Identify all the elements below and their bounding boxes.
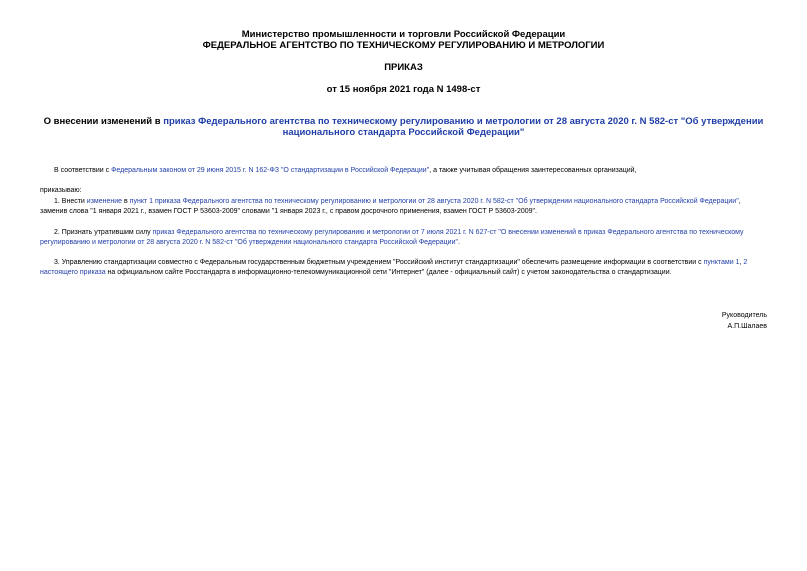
item-1-prefix: 1. Внести: [54, 198, 87, 205]
order-582-point-1-link[interactable]: пункт 1 приказа Федерального агентства по техническому регулированию и метрологии от 28 августа 2020 г. N 582-ст "Об утверждении национального стандарта Российской Федерации": [129, 198, 739, 205]
ministry-name: Министерство промышленности и торговли Российской Федерации: [241, 29, 566, 40]
title-prefix: О внесении изменений в: [43, 116, 164, 127]
agency-name: ФЕДЕРАЛЬНОЕ АГЕНТСТВО ПО ТЕХНИЧЕСКОМУ РЕГУЛИРОВАНИЮ И МЕТРОЛОГИИ: [202, 40, 605, 51]
order-word: приказываю:: [40, 187, 82, 194]
item-3-separator: ,: [739, 259, 744, 266]
item-3-paragraph: [40, 258, 768, 278]
document-date: от 15 ноября 2021 года N 1498-ст: [326, 84, 481, 95]
item-3-prefix: 3. Управлению стандартизации совместно с Федеральным государственным бюджетным учреждением "Российский институт стандартизации" обеспечить размещение информации в соответствии с: [54, 259, 704, 266]
intro-prefix: В соответствии с: [54, 167, 112, 174]
order-627-link[interactable]: приказ Федерального агентства по техническому регулированию и метрологии от 7 июля 2021 г. N 627-ст "О внесении изменений в приказ Федерального агентства по техническому регулированию и метрологии от 28 августа 2020 г. N 582-ст "Об утверждении национального стандарта Российской Федерации": [40, 229, 744, 246]
intro-suffix: , а также учитывая обращения заинтересованных организаций,: [429, 167, 637, 174]
signatory-name: А.П.Шалаев: [727, 323, 767, 330]
point-2-link[interactable]: 2 настоящего приказа: [40, 259, 748, 276]
document-type: ПРИКАЗ: [384, 62, 423, 73]
document-title: [40, 116, 767, 138]
points-1-link[interactable]: пунктами 1: [703, 259, 740, 266]
intro-paragraph: [40, 166, 768, 176]
change-link[interactable]: изменение: [86, 198, 123, 205]
item-1-paragraph: [40, 197, 768, 217]
title-order-link[interactable]: приказ Федерального агентства по техническому регулированию и метрологии от 28 августа 2020 г. N 582-ст "Об утверждении национального стандарта Российской Федерации": [163, 116, 764, 138]
item-2-prefix: 2. Признать утратившим силу: [54, 229, 153, 236]
item-3-suffix: на официальном сайте Росстандарта в информационно-телекоммуникационной сети "Интернет" (далее - официальный сайт) с учетом законодательства о стандартизации.: [105, 269, 672, 276]
item-1-suffix: , заменив слова "1 января 2021 г., взамен ГОСТ Р 53603-2009" словами "1 января 2023 г., с правом досрочного применения, взамен ГОСТ Р 53603-2009".: [40, 198, 741, 215]
item-2-paragraph: [40, 228, 768, 248]
item-2-suffix: .: [458, 239, 460, 246]
item-1-mid: в: [122, 198, 130, 205]
federal-law-link[interactable]: Федеральным законом от 29 июня 2015 г. N 162-ФЗ "О стандартизации в Российской Федерации": [111, 167, 430, 174]
signatory-role: Руководитель: [721, 312, 767, 319]
